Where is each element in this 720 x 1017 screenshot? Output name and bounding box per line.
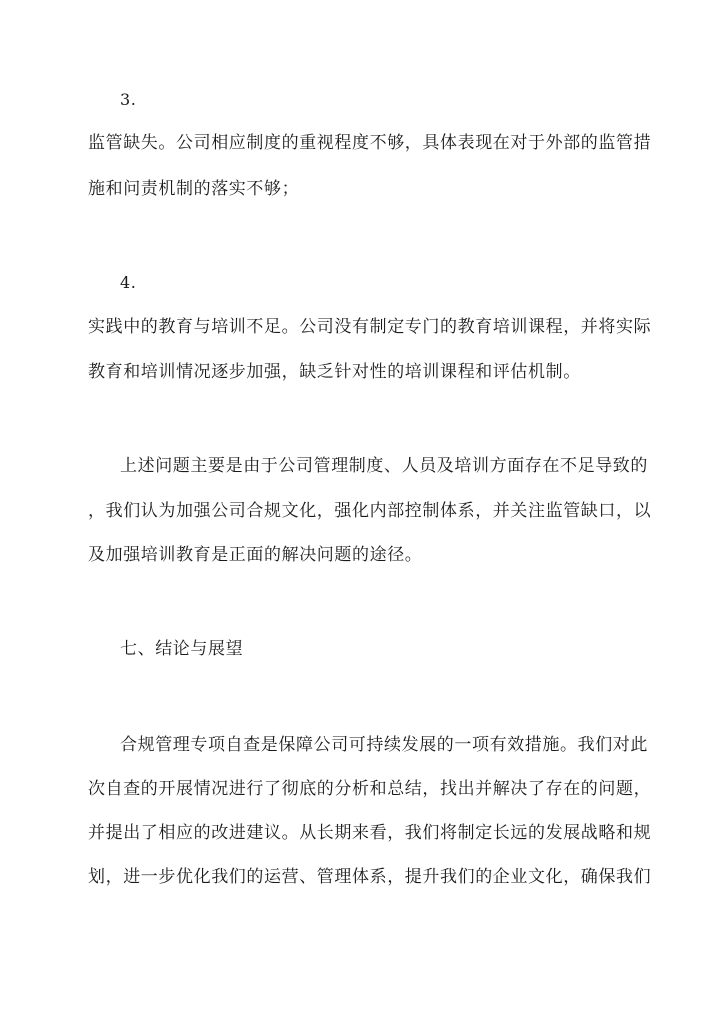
- section-7-line-2: 次自查的开展情况进行了彻底的分析和总结，找出并解决了存在的问题，: [88, 779, 652, 799]
- item-3-number: 3.: [120, 90, 137, 109]
- item-4-line-2: 教育和培训情况逐步加强，缺乏针对性的培训课程和评估机制。: [88, 362, 581, 382]
- item-4-line-1: 实践中的教育与培训不足。公司没有制定专门的教育培训课程，并将实际: [88, 317, 652, 337]
- summary-line-3: 及加强培训教育是正面的解决问题的途径。: [88, 545, 423, 565]
- item-3-line-1: 监管缺失。公司相应制度的重视程度不够，具体表现在对于外部的监管措: [88, 133, 652, 153]
- section-7-line-1: 合规管理专项自查是保障公司可持续发展的一项有效措施。我们对此: [120, 735, 648, 755]
- item-3-line-2: 施和问责机制的落实不够；: [88, 179, 300, 199]
- section-7-line-4: 划，进一步优化我们的运营、管理体系，提升我们的企业文化，确保我们: [88, 867, 652, 887]
- summary-line-2: ，我们认为加强公司合规文化，强化内部控制体系，并关注监管缺口，以: [88, 501, 652, 521]
- section-7-line-3: 并提出了相应的改进建议。从长期来看，我们将制定长远的发展战略和规: [88, 823, 652, 843]
- item-4-number: 4.: [120, 273, 137, 292]
- summary-line-1: 上述问题主要是由于公司管理制度、人员及培训方面存在不足导致的: [120, 456, 648, 476]
- section-7-heading: 七、结论与展望: [120, 639, 244, 659]
